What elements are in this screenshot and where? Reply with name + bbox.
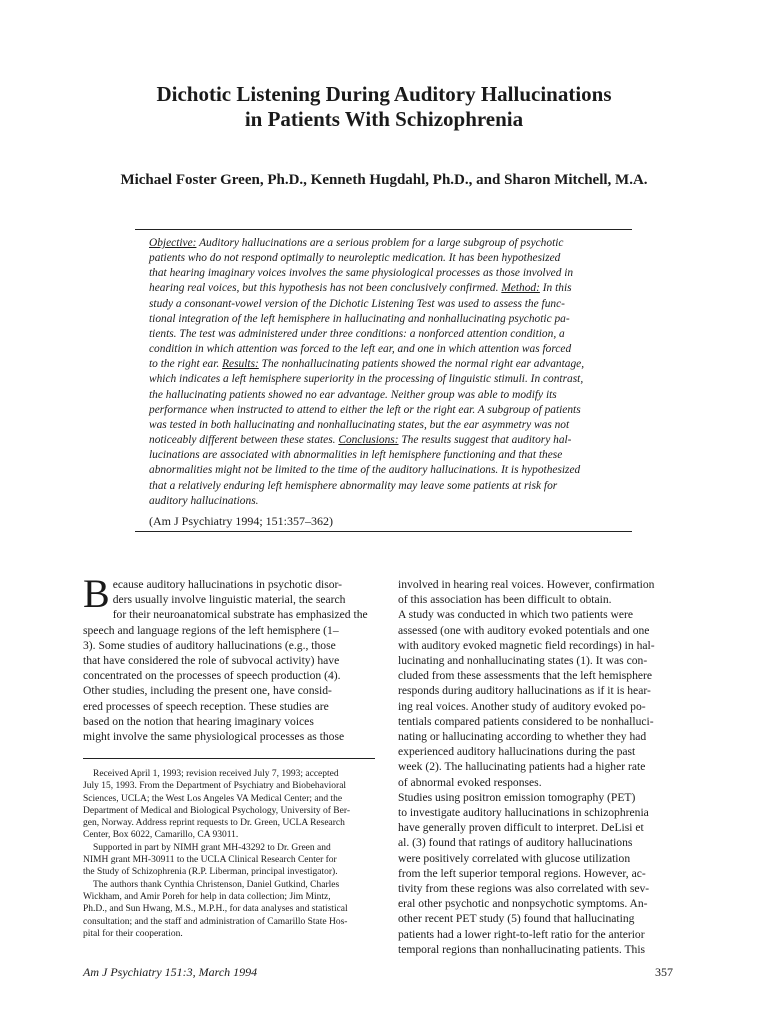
method-label: Method: xyxy=(501,282,540,295)
footnote-rule xyxy=(83,758,375,759)
left-column-text: ecause auditory hallucinations in psychotic disor- ders usually involve linguistic material, the search for their neuroanatomical substrate has emphasized the speech and language regions of the left hemisphere (1– 3). Some studies of auditory hallucinations (e.g., those that have considered the role of subvocal activity) have concentrated on the processes of speech production (4). Other studies, including the present one, have consid- ered processes of speech reception. These studies are based on the notion that hearing imaginary voices might involve the same physiological processes as those xyxy=(83,578,368,744)
conclusions-label: Conclusions: xyxy=(338,434,399,447)
title-line-2: in Patients With Schizophrenia xyxy=(244,107,524,131)
abstract-top-rule xyxy=(135,229,632,230)
page-number: 357 xyxy=(655,965,673,979)
author-list: Michael Foster Green, Ph.D., Kenneth Hugdahl, Ph.D., and Sharon Mitchell, M.A. xyxy=(120,172,648,188)
footnote-thanks: The authors thank Cynthia Christenson, Daniel Gutkind, Charles Wickham, and Amir Poreh for help in data collection; Jim Mintz, Ph.D., and Sun Hwang, M.S., M.P.H., for data analyses and statistical consultation; and the staff and administration of Camarillo State Hos- pital for their cooperation. xyxy=(83,879,348,939)
title-line-1: Dichotic Listening During Auditory Hallucinations xyxy=(156,82,612,106)
body-right-column: involved in hearing real voices. However, confirmation of this association has been difficult to obtain. A study was conducted in which two patients were assessed (one with auditory evoked potentials and one with auditory evoked magnetic field recordings) in hal- lucinating and nonhallucinating states (1). It was con- cluded from these assessments that the left hemisphere responds during auditory hallucinations as if it is hear- ing real voices. Another study of auditory evoked po- tentials compared patients considered to be nonhalluci- nating or hallucinating according to whether they had experienced auditory hallucinations during the past week (2). The hallucinating patients had a higher rate of abnormal evoked responses. Studies using positron emission tomography (PET) to investigate auditory hallucinations in schizophrenia have generally proven difficult to interpret. DeLisi et al. (3) found that ratings of auditory hallucinations were positively correlated with glucose utilization from the left superior temporal regions. However, ac- tivity from these regions was also correlated with sev- eral other psychotic and nonpsychotic symptoms. An- other recent PET study (5) found that hallucinating patients had a lower right-to-left ratio for the anterior temporal regions than nonhallucinating patients. This xyxy=(398,578,655,956)
footnotes xyxy=(83,768,374,940)
objective-label: Objective: xyxy=(149,237,197,249)
article-title xyxy=(60,82,708,132)
footnote-received: Received April 1, 1993; revision received July 7, 1993; accepted July 15, 1993. From the Department of Psychiatry and Biobehavioral Sciences, UCLA; the West Los Angeles VA Medical Center; and the Department of Medical and Biological Psychology, University of Ber- gen, Norway. Address reprint requests to Dr. Green, UCLA Research Center, Box 6022, Camarillo, CA 93011. xyxy=(83,769,350,841)
objective-text: Auditory hallucinations are a serious problem for a large subgroup of psychotic patients who do not respond optimally to neuroleptic medication. It has been hypothesized that hearing imaginary voices involves the same physiological processes as those involved in hearing real voices, but this hypothesis has not been conclusively confirmed. xyxy=(149,237,574,295)
abstract-bottom-rule xyxy=(135,531,632,532)
journal-footer: Am J Psychiatry 151:3, March 1994 xyxy=(83,965,258,979)
results-text: The nonhallucinating patients showed the normal right ear advantage, which indicates a left hemisphere superiority in the processing of linguistic stimuli. In contrast, the hallucinating patients showed no ear advantage. Neither group was able to modify its performance when instructed to attend to either the left or the right ear. A subgroup of patients was tested in both hallucinating and nonhallucinating states, but the ear asymmetry was not noticeably different between these states. xyxy=(149,358,585,447)
body-left-column xyxy=(83,571,373,744)
drop-cap: B xyxy=(83,571,110,616)
conclusions-text: The results suggest that auditory hal- lucinations are associated with abnormalities in left hemisphere functioning and that these abnormalities might not be limited to the time of the auditory hallucinations. It is hypothesized that a relatively enduring left hemisphere abnormality may leave some patients at risk for auditory hallucinations. xyxy=(149,434,581,507)
abstract-citation: (Am J Psychiatry 1994; 151:357–362) xyxy=(149,514,333,528)
footnote-support: Supported in part by NIMH grant MH-43292 to Dr. Green and NIMH grant MH-30911 to the UCLA Clinical Research Center for the Study of Schizophrenia (R.P. Liberman, principal investigator). xyxy=(83,842,338,878)
abstract xyxy=(149,236,625,509)
method-text: In this study a consonant-vowel version of the Dichotic Listening Test was used to assess the func- tional integration of the left hemisphere in hallucinating and nonhallucinating psychotic pa- tients. The test was administered under three conditions: a nonforced attention condition, a condition in which attention was forced to the left ear, and one in which attention was forced to the right ear. xyxy=(149,282,572,371)
results-label: Results: xyxy=(222,358,259,371)
